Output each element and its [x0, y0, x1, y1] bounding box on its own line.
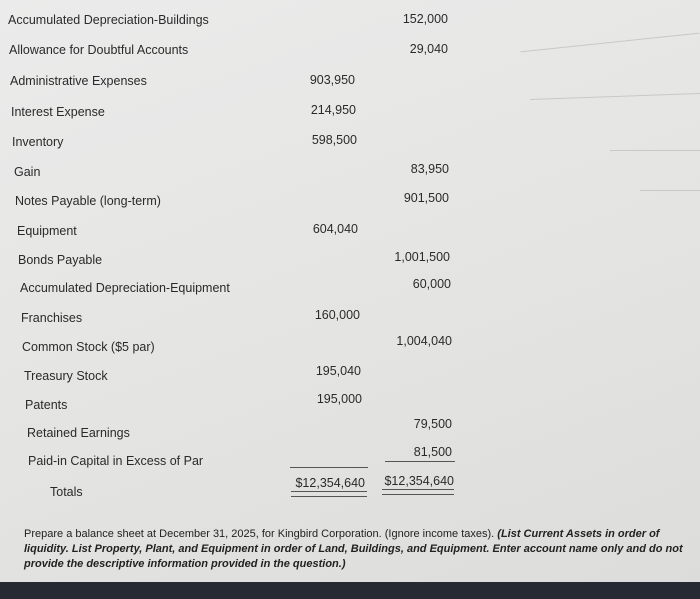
- subtotal-rule-credit: [385, 461, 455, 462]
- account-name: Treasury Stock: [24, 369, 108, 383]
- account-name: Administrative Expenses: [10, 74, 147, 88]
- credit-amount: 81,500: [413, 445, 452, 459]
- debit-amount: 195,000: [316, 392, 362, 406]
- account-name: Notes Payable (long-term): [15, 194, 161, 208]
- credit-amount: 1,001,500: [394, 250, 450, 264]
- account-name: Allowance for Doubtful Accounts: [9, 43, 189, 57]
- account-name: Accumulated Depreciation-Buildings: [8, 13, 209, 27]
- debit-amount: 604,040: [312, 222, 358, 236]
- credit-amount: 152,000: [402, 12, 448, 26]
- instructions-emphasis: (List Current Assets in order of liquidity. List Property, Plant, and Equipment in order of Land, Buildings, and Equipment. Enter account name only and do not provide the descriptive information provided in the question.): [24, 528, 683, 570]
- debit-amount: 214,950: [310, 103, 356, 117]
- account-name: Bonds Payable: [18, 253, 103, 267]
- account-name: Retained Earnings: [27, 426, 130, 440]
- debit-amount: 160,000: [314, 308, 360, 322]
- credit-amount: 79,500: [413, 417, 452, 431]
- account-name: Equipment: [17, 224, 77, 238]
- account-name: Franchises: [21, 311, 83, 325]
- bottom-edge: [0, 582, 700, 599]
- decorative-line: [530, 93, 700, 100]
- debit-amount: 195,040: [315, 364, 361, 378]
- totals-debit: $12,354,640: [295, 476, 365, 490]
- debit-amount: 598,500: [311, 133, 357, 147]
- account-name: Patents: [25, 398, 68, 412]
- account-name: Gain: [14, 165, 41, 179]
- account-name: Interest Expense: [11, 105, 105, 119]
- instructions-text: [24, 527, 700, 572]
- double-underline-credit: [382, 489, 454, 495]
- totals-credit: $12,354,640: [384, 474, 454, 488]
- decorative-line: [640, 190, 700, 191]
- instructions-plain: Prepare a balance sheet at December 31, 2025, for Kingbird Corporation. (Ignore income taxes).: [24, 528, 495, 540]
- debit-amount: 903,950: [309, 73, 355, 87]
- credit-amount: 29,040: [409, 42, 448, 56]
- totals-label: Totals: [50, 485, 83, 499]
- account-name: Inventory: [12, 135, 64, 149]
- credit-amount: 901,500: [403, 191, 449, 205]
- account-name: Common Stock ($5 par): [22, 340, 155, 354]
- credit-amount: 60,000: [412, 277, 451, 291]
- decorative-line: [520, 33, 699, 53]
- credit-amount: 1,004,040: [396, 334, 452, 348]
- double-underline-debit: [291, 491, 367, 497]
- credit-amount: 83,950: [410, 162, 449, 176]
- account-name: Paid-in Capital in Excess of Par: [28, 454, 204, 468]
- decorative-line: [610, 150, 700, 151]
- account-name: Accumulated Depreciation-Equipment: [20, 281, 230, 295]
- subtotal-rule-debit: [290, 467, 368, 468]
